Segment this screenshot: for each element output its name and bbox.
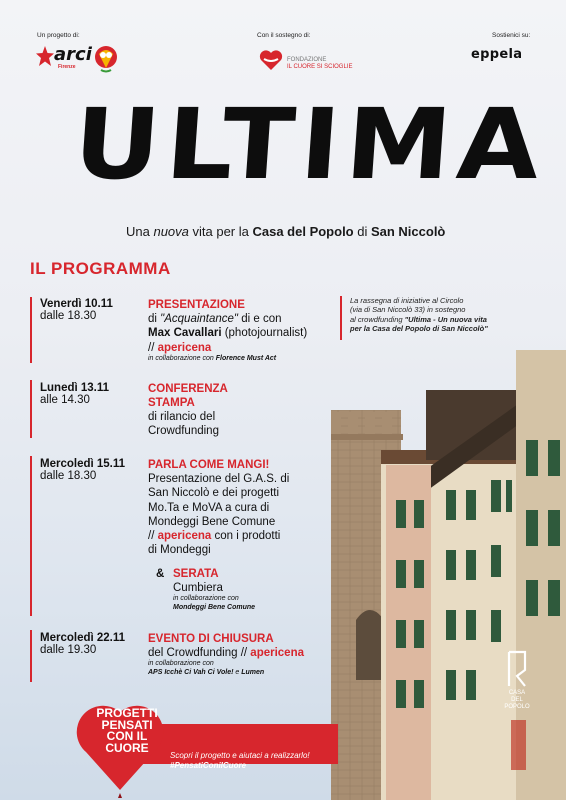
badge-banner xyxy=(0,690,340,800)
fondazione-logo-text: FONDAZIONE IL CUORE SI SCIOGLIE xyxy=(287,57,353,70)
subtitle: Una nuova vita per la Casa del Popolo di San Niccolò xyxy=(126,224,446,239)
programma-heading: IL PROGRAMMA xyxy=(30,259,171,278)
event-details: PARLA COME MANGI! Presentazione del G.A.S. di San Niccolò e dei progetti Mo.Ta e MoVA a cura di Mondeggi Bene Comune // apericena con i prodotti di Mondeggi xyxy=(148,459,290,557)
sustain-label: Sostienici su: xyxy=(492,32,531,39)
event-sub-details: SERATA Cumbiera in collaborazione con Mondeggi Bene Comune xyxy=(173,568,256,611)
event-divider xyxy=(30,456,32,616)
event-details: CONFERENZA STAMPA di rilancio del Crowdfunding xyxy=(148,383,228,438)
arci-sub: Firenze xyxy=(58,64,76,70)
arci-logo: arci xyxy=(38,44,92,65)
project-label: Un progetto di: xyxy=(37,32,80,39)
event-date-block: Lunedì 13.11 alle 14.30 xyxy=(40,382,110,406)
event-details: EVENTO DI CHIUSURA del Crowdfunding // apericena in collaborazione con APS Icchè Ci Vah Ci Vole! e Lumen xyxy=(148,633,304,676)
casa-del-popolo-logo: CASA DEL POPOLO xyxy=(500,650,534,711)
secondary-logo xyxy=(93,44,119,74)
support-label: Con il sostegno di: xyxy=(257,32,311,39)
eppela-logo: eppela xyxy=(471,47,523,62)
event-divider xyxy=(30,380,32,438)
event-divider xyxy=(30,297,32,363)
event-date-block: Venerdì 10.11 dalle 18.30 xyxy=(40,298,113,322)
badge-title: PROGETTI PENSATI CON IL CUORE xyxy=(96,706,158,755)
star-icon xyxy=(36,46,54,68)
ampersand: & xyxy=(156,568,165,580)
event-date-block: Mercoledì 15.11 dalle 18.30 xyxy=(40,458,126,482)
event-divider xyxy=(30,630,32,682)
badge-cta: Scopri il progetto e aiutaci a realizzarlo! #PensatiConilCuore xyxy=(170,751,310,770)
palazzo-illustration xyxy=(326,330,566,800)
heart-logo xyxy=(259,49,283,71)
side-note: La rassegna di iniziative al Circolo (via di San Niccolò 33) in sostegno al crowdfunding "Ultima - Un nuova vita per la Casa del Popolo di San Niccolò" xyxy=(350,296,488,334)
main-title: ULTIMA xyxy=(70,88,550,202)
event-details: PRESENTAZIONE di "Acquaintance" di e con Max Cavallari (photojournalist) // apericena in collaborazione con Florence Must Act xyxy=(148,299,308,362)
event-date-block: Mercoledì 22.11 dalle 19.30 xyxy=(40,632,126,656)
